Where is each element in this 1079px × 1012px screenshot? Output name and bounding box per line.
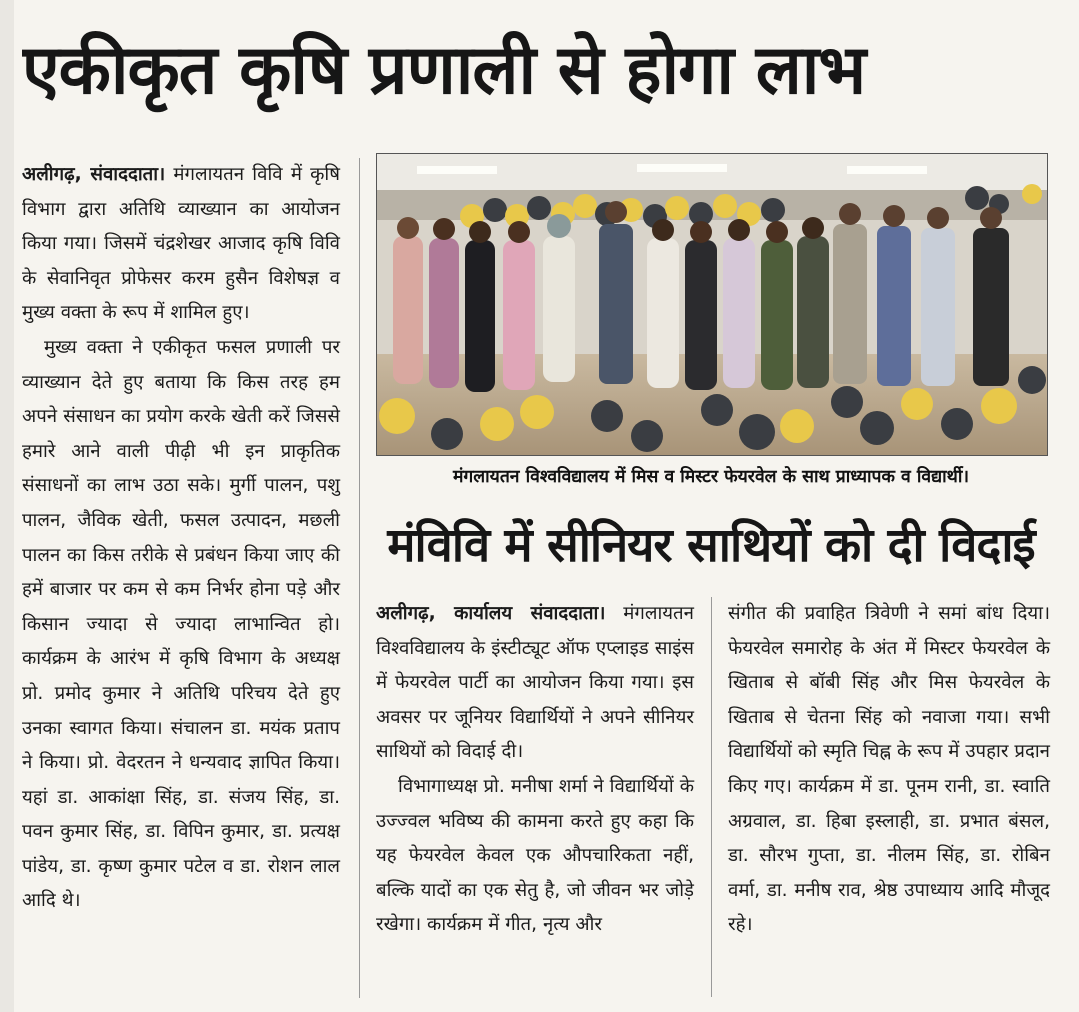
article1-paragraph-1-text: मंगलायतन विवि में कृषि विभाग द्वारा अतिथि व्याख्यान का आयोजन किया गया। जिसमें चंद्रशेखर आजाद कृषि विवि के सेवानिवृत प्रोफेसर करम हुसैन विशेषज्ञ व मुख्य वक्ता के रूप में शामिल हुए। xyxy=(22,164,340,324)
article1-paragraph-2: मुख्य वक्ता ने एकीकृत फसल प्रणाली पर व्याख्यान देते हुए बताया कि किस तरह हम अपने संसाधन का प्रयोग करके खेती करें जिससे हमारे आने वाली पीढ़ी भी इन प्राकृतिक संसाधनों का लाभ उठा सके। मुर्गी पालन, पशु पालन, जैविक खेती, फसल उत्पादन, मछली पालन का किस तरीके से प्रबंधन किया जाए की हमें बाजार पर कम से कम निर्भर होना पड़े और किसान ज्यादा से ज्यादा लाभान्वित हो। कार्यक्रम के आरंभ में कृषि विभाग के अध्यक्ष प्रो. प्रमोद कुमार ने अतिथि परिचय देते हुए उनका स्वागत किया। संचालन डा. मयंक प्रताप ने किया। प्रो. वेदरतन ने धन्यवाद ज्ञापित किया। यहां डा. आकांक्षा सिंह, डा. संजय सिंह, डा. पवन कुमार सिंह, डा. विपिन कुमार, डा. प्रत्यक्ष पांडेय, डा. कृष्ण कुमार पटेल व डा. रोशन लाल आदि थे। xyxy=(22,336,340,912)
page-margin xyxy=(0,0,14,1012)
event-photo xyxy=(376,153,1048,456)
column-rule xyxy=(359,158,360,998)
article2-dateline: अलीगढ़, कार्यालय संवाददाता। xyxy=(376,603,606,624)
article1-body xyxy=(22,158,340,919)
article2-paragraph-1-text: मंगलायतन विश्वविद्यालय के इंस्टीट्यूट ऑफ एप्लाइड साइंस में फेयरवेल पार्टी का आयोजन किया गया। इस अवसर पर जूनियर विद्यार्थियों ने अपने सीनियर साथियों को विदाई दी। xyxy=(376,603,694,763)
article1-headline: एकीकृत कृषि प्रणाली से होगा लाभ xyxy=(22,31,866,110)
article2-headline: मंविवि में सीनियर साथियों को दी विदाई xyxy=(387,518,1035,573)
article1-paragraph-1 xyxy=(22,158,340,331)
group-photo-illustration xyxy=(377,154,1047,455)
column-rule xyxy=(711,597,712,997)
article2-paragraph-1 xyxy=(376,597,694,770)
article2-body-column-2 xyxy=(728,597,1050,943)
article2-paragraph-2: विभागाध्यक्ष प्रो. मनीषा शर्मा ने विद्यार्थियों के उज्ज्वल भविष्य की कामना करते हुए कहा कि यह फेयरवेल केवल एक औपचारिकता नहीं, बल्कि यादों का एक सेतु है, जो जीवन भर जोड़े रखेगा। कार्यक्रम में गीत, नृत्य और xyxy=(376,775,694,936)
article2-body-column-1 xyxy=(376,597,694,943)
article2-paragraph-3: संगीत की प्रवाहित त्रिवेणी ने समां बांध दिया। फेयरवेल समारोह के अंत में मिस्टर फेयरवेल के खिताब से बॉबी सिंह और मिस फेयरवेल के खिताब से चेतना सिंह को नवाजा गया। सभी विद्यार्थियों को स्मृति चिह्न के रूप में उपहार प्रदान किए गए। कार्यक्रम में डा. पूनम रानी, डा. स्वाति अग्रवाल, डा. हिबा इस्लाही, डा. प्रभात बंसल, डा. सौरभ गुप्ता, डा. नीलम सिंह, डा. रोबिन वर्मा, डा. मनीष राव, श्रेष्ठ उपाध्याय आदि मौजूद रहे। xyxy=(728,603,1050,936)
article1-dateline: अलीगढ़, संवाददाता। xyxy=(22,164,166,185)
photo-caption: मंगलायतन विश्वविद्यालय में मिस व मिस्टर फेयरवेल के साथ प्राध्यापक व विद्यार्थी। xyxy=(452,467,970,487)
